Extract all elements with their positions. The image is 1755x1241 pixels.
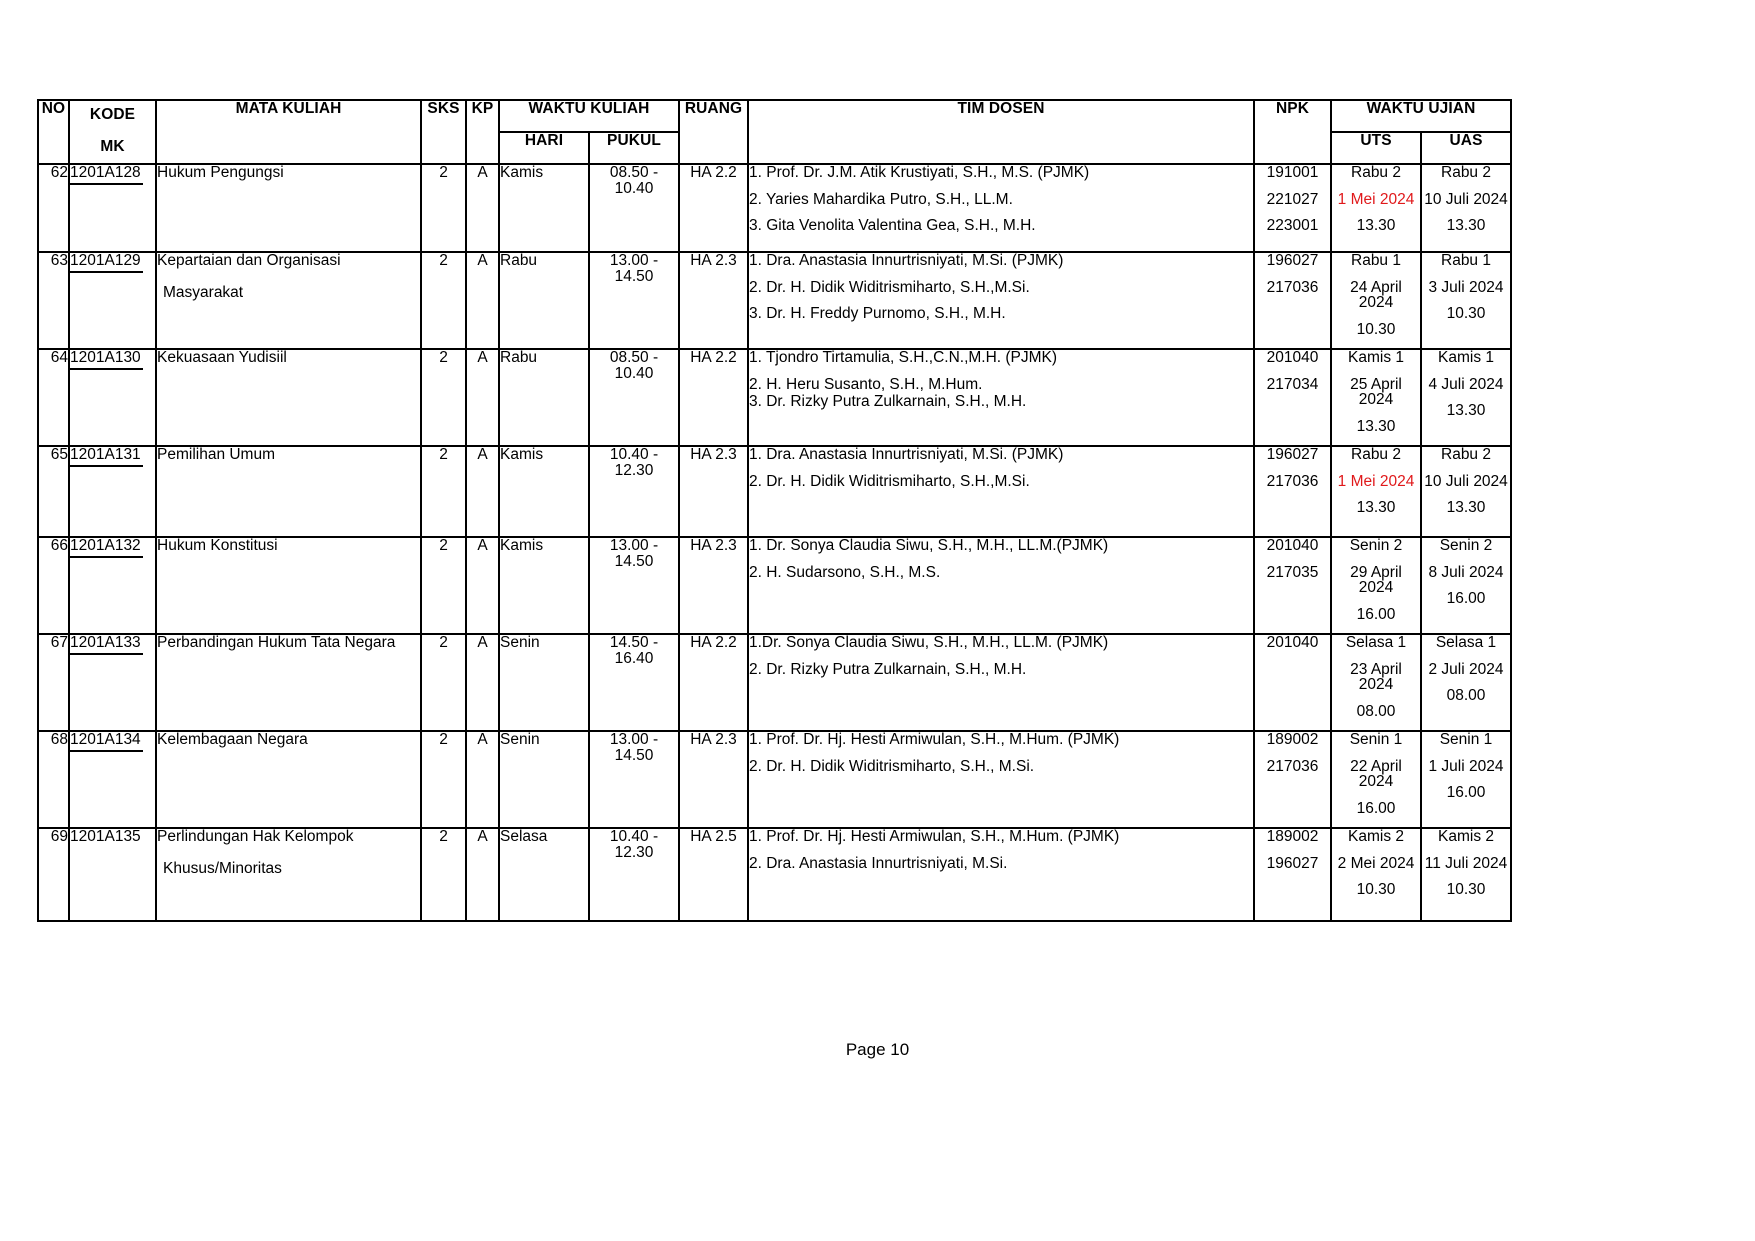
cell-pukul: 10.40 - 12.30 [589, 446, 679, 537]
cell-uas [1421, 349, 1511, 446]
lecturer-line: 1. Tjondro Tirtamulia, S.H.,C.N.,M.H. (PJMK) [749, 349, 1058, 366]
cell-hari: Kamis [499, 537, 589, 634]
lecturer-line: 1. Prof. Dr. Hj. Hesti Armiwulan, S.H., M.Hum. (PJMK) [749, 731, 1120, 748]
npk-value: 196027 [1266, 854, 1319, 872]
cell-tim-dosen [748, 252, 1254, 349]
cell-tim-dosen [748, 537, 1254, 634]
course-name-line1: Perlindungan Hak Kelompok [157, 828, 354, 845]
cell-ruang: HA 2.2 [679, 164, 748, 252]
cell-kode-mk [69, 446, 156, 537]
npk-value: 189002 [1266, 731, 1319, 748]
cell-kode-mk [69, 828, 156, 921]
course-code: 1201A128 [70, 165, 143, 185]
npk-value [1255, 403, 1330, 414]
cell-hari: Senin [499, 731, 589, 828]
cell-uas [1421, 634, 1511, 731]
uts-line: 23 April 2024 [1350, 660, 1402, 693]
uts-line: Senin 1 [1349, 731, 1403, 748]
table-row [38, 731, 1511, 828]
cell-sks: 2 [421, 537, 466, 634]
course-code: 1201A134 [70, 732, 143, 752]
cell-pukul: 14.50 - 16.40 [589, 634, 679, 731]
cell-npk [1254, 537, 1331, 634]
header-hari: HARI [499, 132, 589, 164]
lecturer-line: 2. H. Heru Susanto, S.H., M.Hum. [749, 375, 983, 393]
cell-uts [1331, 731, 1421, 828]
cell-kp: A [466, 349, 499, 446]
uts-line: 08.00 [1356, 702, 1396, 720]
cell-npk [1254, 164, 1331, 252]
cell-tim-dosen [748, 349, 1254, 446]
uas-line: 13.30 [1446, 217, 1486, 234]
cell-uas [1421, 537, 1511, 634]
uas-line: 1 Juli 2024 [1428, 757, 1504, 775]
cell-kp: A [466, 446, 499, 537]
course-name-line1: Pemilihan Umum [157, 446, 276, 463]
npk-value: 217035 [1266, 563, 1319, 581]
npk-value: 196027 [1266, 252, 1319, 269]
npk-value: 217036 [1266, 757, 1319, 775]
cell-npk [1254, 828, 1331, 921]
cell-hari: Rabu [499, 252, 589, 349]
cell-no: 68 [38, 731, 69, 828]
uts-line: 10.30 [1356, 881, 1396, 898]
header-uts: UTS [1331, 132, 1421, 164]
cell-kp: A [466, 634, 499, 731]
cell-pukul: 13.00 - 14.50 [589, 731, 679, 828]
lecturer-line: 2. Dr. Rizky Putra Zulkarnain, S.H., M.H. [749, 660, 1027, 678]
cell-hari: Kamis [499, 446, 589, 537]
cell-uts [1331, 537, 1421, 634]
table-row [38, 537, 1511, 634]
lecturer-line: 3. Dr. H. Freddy Purnomo, S.H., M.H. [749, 305, 1006, 322]
lecturer-line: 2. Dr. H. Didik Widitrismiharto, S.H., M.Si. [749, 757, 1035, 775]
cell-ruang: HA 2.3 [679, 252, 748, 349]
npk-value: 201040 [1266, 634, 1319, 651]
npk-value [1255, 306, 1330, 317]
table-row [38, 164, 1511, 252]
cell-npk [1254, 634, 1331, 731]
header-kp: KP [466, 100, 499, 164]
cell-kode-mk [69, 634, 156, 731]
lecturer-line: 1. Dr. Sonya Claudia Siwu, S.H., M.H., LL.M.(PJMK) [749, 537, 1109, 554]
header-row-primary [38, 100, 1511, 132]
uts-line: Rabu 2 [1351, 446, 1401, 463]
npk-value: 196027 [1266, 446, 1319, 463]
uas-line: 3 Juli 2024 [1428, 278, 1504, 296]
course-name-line1: Hukum Konstitusi [157, 537, 278, 554]
uas-line: Senin 1 [1439, 731, 1493, 748]
cell-ruang: HA 2.3 [679, 731, 748, 828]
lecturer-line: 1. Dra. Anastasia Innurtrisniyati, M.Si. (PJMK) [749, 446, 1064, 463]
cell-ruang: HA 2.5 [679, 828, 748, 921]
course-name-line1: Kelembagaan Negara [157, 731, 308, 748]
cell-uts [1331, 349, 1421, 446]
uas-line: Kamis 1 [1438, 349, 1494, 366]
uts-line: 10.30 [1356, 320, 1396, 338]
cell-tim-dosen [748, 446, 1254, 537]
lecturer-line: 3. Dr. Rizky Putra Zulkarnain, S.H., M.H. [749, 393, 1027, 410]
table-row [38, 252, 1511, 349]
uas-line: 16.00 [1446, 784, 1486, 801]
header-waktu-ujian: WAKTU UJIAN [1331, 100, 1511, 132]
cell-no: 63 [38, 252, 69, 349]
cell-npk [1254, 252, 1331, 349]
header-waktu-kuliah: WAKTU KULIAH [499, 100, 679, 132]
lecturer-line: 2. Dr. H. Didik Widitrismiharto, S.H.,M.Si. [749, 278, 1030, 296]
course-schedule-table [37, 99, 1512, 922]
lecturer-line: 1. Prof. Dr. Hj. Hesti Armiwulan, S.H., M.Hum. (PJMK) [749, 828, 1120, 845]
cell-hari: Senin [499, 634, 589, 731]
uts-line: Kamis 1 [1348, 349, 1404, 366]
uas-line: 2 Juli 2024 [1428, 660, 1504, 678]
course-name-line2: Khusus/Minoritas [163, 859, 282, 877]
uts-line: 29 April 2024 [1350, 563, 1402, 596]
cell-sks: 2 [421, 446, 466, 537]
uas-line: Rabu 1 [1441, 252, 1491, 269]
uas-line: Rabu 2 [1441, 446, 1491, 463]
cell-uas [1421, 731, 1511, 828]
uas-line: 13.30 [1446, 402, 1486, 419]
cell-no: 69 [38, 828, 69, 921]
table-header [38, 100, 1511, 164]
cell-kode-mk [69, 731, 156, 828]
course-name-line1: Hukum Pengungsi [157, 164, 284, 181]
npk-value: 189002 [1266, 828, 1319, 845]
uts-line: 16.00 [1356, 605, 1396, 623]
uts-line: Selasa 1 [1345, 634, 1407, 651]
cell-uts [1331, 164, 1421, 252]
uas-line: Senin 2 [1439, 537, 1493, 554]
cell-uas [1421, 828, 1511, 921]
uts-line: 16.00 [1356, 799, 1396, 817]
uas-line: 10 Juli 2024 [1424, 472, 1508, 490]
cell-uts [1331, 252, 1421, 349]
cell-uas [1421, 446, 1511, 537]
cell-pukul: 10.40 - 12.30 [589, 828, 679, 921]
course-name-line2: Masyarakat [163, 283, 244, 301]
course-name-line1: Kepartaian dan Organisasi [157, 252, 341, 269]
course-code: 1201A135 [70, 828, 141, 845]
cell-pukul: 08.50 - 10.40 [589, 164, 679, 252]
uas-line: Selasa 1 [1435, 634, 1497, 651]
header-kode-mk [69, 100, 156, 164]
lecturer-line: 1. Prof. Dr. J.M. Atik Krustiyati, S.H., M.S. (PJMK) [749, 164, 1090, 181]
cell-kode-mk [69, 164, 156, 252]
uas-line: 10 Juli 2024 [1424, 190, 1508, 208]
cell-sks: 2 [421, 349, 466, 446]
cell-uas [1421, 164, 1511, 252]
lecturer-line: 2. Dr. H. Didik Widitrismiharto, S.H.,M.Si. [749, 472, 1030, 490]
cell-kp: A [466, 164, 499, 252]
header-kode-line2: MK [100, 137, 125, 155]
table-row [38, 828, 1511, 921]
uas-line: Rabu 2 [1441, 164, 1491, 181]
cell-mata-kuliah [156, 828, 421, 921]
uts-line: 2 Mei 2024 [1337, 854, 1415, 872]
lecturer-line: 3. Gita Venolita Valentina Gea, S.H., M.H. [749, 217, 1036, 234]
cell-kode-mk [69, 537, 156, 634]
cell-pukul: 13.00 - 14.50 [589, 252, 679, 349]
uas-line: 11 Juli 2024 [1424, 854, 1508, 872]
course-name-line1: Perbandingan Hukum Tata Negara [157, 634, 396, 651]
cell-kp: A [466, 828, 499, 921]
cell-no: 62 [38, 164, 69, 252]
cell-ruang: HA 2.2 [679, 634, 748, 731]
header-npk: NPK [1254, 100, 1331, 164]
cell-ruang: HA 2.2 [679, 349, 748, 446]
header-sks: SKS [421, 100, 466, 164]
uts-line: Kamis 2 [1348, 828, 1404, 845]
npk-value: 217036 [1266, 472, 1319, 490]
cell-kp: A [466, 731, 499, 828]
uts-line: 13.30 [1356, 217, 1396, 234]
uts-line: 25 April 2024 [1350, 375, 1402, 408]
uas-line: 16.00 [1446, 590, 1486, 607]
cell-hari: Selasa [499, 828, 589, 921]
cell-no: 66 [38, 537, 69, 634]
page-footer: Page 10 [845, 1040, 910, 1059]
cell-mata-kuliah [156, 537, 421, 634]
course-name-line1: Kekuasaan Yudisiil [157, 349, 287, 366]
cell-uas [1421, 252, 1511, 349]
npk-value: 223001 [1266, 217, 1319, 234]
cell-npk [1254, 731, 1331, 828]
uas-line: 10.30 [1446, 881, 1486, 898]
cell-tim-dosen [748, 731, 1254, 828]
lecturer-line: 2. H. Sudarsono, S.H., M.S. [749, 563, 941, 581]
npk-value: 217036 [1266, 278, 1319, 296]
header-no: NO [38, 100, 69, 164]
cell-tim-dosen [748, 828, 1254, 921]
header-mata-kuliah: MATA KULIAH [156, 100, 421, 164]
cell-npk [1254, 446, 1331, 537]
cell-no: 64 [38, 349, 69, 446]
uas-line: 10.30 [1446, 305, 1486, 322]
cell-kode-mk [69, 252, 156, 349]
uts-line: 24 April 2024 [1350, 278, 1402, 311]
cell-mata-kuliah [156, 446, 421, 537]
course-code: 1201A132 [70, 538, 143, 558]
lecturer-line: 1. Dra. Anastasia Innurtrisniyati, M.Si. (PJMK) [749, 252, 1064, 269]
header-kode-line1: KODE [89, 106, 136, 123]
uts-line: 13.30 [1356, 417, 1396, 435]
cell-sks: 2 [421, 828, 466, 921]
cell-sks: 2 [421, 731, 466, 828]
cell-uts [1331, 446, 1421, 537]
header-pukul: PUKUL [589, 132, 679, 164]
header-tim-dosen: TIM DOSEN [748, 100, 1254, 164]
uts-line: Rabu 1 [1351, 252, 1401, 269]
cell-no: 65 [38, 446, 69, 537]
cell-hari: Rabu [499, 349, 589, 446]
uas-line: 4 Juli 2024 [1428, 375, 1504, 393]
npk-value: 201040 [1266, 349, 1319, 366]
course-code: 1201A129 [70, 253, 143, 273]
cell-kode-mk [69, 349, 156, 446]
lecturer-line: 2. Yaries Mahardika Putro, S.H., LL.M. [749, 190, 1013, 208]
npk-value: 221027 [1266, 190, 1319, 208]
uts-line: 1 Mei 2024 [1337, 472, 1415, 490]
course-code: 1201A130 [70, 350, 143, 370]
lecturer-line: 1.Dr. Sonya Claudia Siwu, S.H., M.H., LL.M. (PJMK) [749, 634, 1109, 651]
cell-tim-dosen [748, 634, 1254, 731]
course-code: 1201A131 [70, 447, 143, 467]
cell-sks: 2 [421, 164, 466, 252]
cell-mata-kuliah [156, 731, 421, 828]
uts-line: 1 Mei 2024 [1337, 190, 1415, 208]
table-row [38, 349, 1511, 446]
cell-ruang: HA 2.3 [679, 446, 748, 537]
uts-line: 22 April 2024 [1350, 757, 1402, 790]
uas-line: 13.30 [1446, 499, 1486, 516]
cell-mata-kuliah [156, 164, 421, 252]
course-code: 1201A133 [70, 635, 143, 655]
uas-line: Kamis 2 [1438, 828, 1494, 845]
cell-pukul: 13.00 - 14.50 [589, 537, 679, 634]
cell-uts [1331, 828, 1421, 921]
cell-ruang: HA 2.3 [679, 537, 748, 634]
uts-line: Senin 2 [1349, 537, 1403, 554]
cell-kp: A [466, 537, 499, 634]
table-row [38, 446, 1511, 537]
npk-value: 201040 [1266, 537, 1319, 554]
cell-mata-kuliah [156, 252, 421, 349]
cell-uts [1331, 634, 1421, 731]
header-ruang: RUANG [679, 100, 748, 164]
table-row [38, 634, 1511, 731]
cell-mata-kuliah [156, 349, 421, 446]
cell-sks: 2 [421, 634, 466, 731]
lecturer-line: 2. Dra. Anastasia Innurtrisniyati, M.Si. [749, 854, 1008, 872]
cell-mata-kuliah [156, 634, 421, 731]
npk-value: 191001 [1266, 164, 1319, 181]
npk-value: 217034 [1266, 375, 1319, 393]
cell-tim-dosen [748, 164, 1254, 252]
uas-line: 8 Juli 2024 [1428, 563, 1504, 581]
cell-pukul: 08.50 - 10.40 [589, 349, 679, 446]
cell-npk [1254, 349, 1331, 446]
cell-sks: 2 [421, 252, 466, 349]
cell-no: 67 [38, 634, 69, 731]
table-body [38, 164, 1511, 921]
cell-hari: Kamis [499, 164, 589, 252]
header-uas: UAS [1421, 132, 1511, 164]
uts-line: 13.30 [1356, 499, 1396, 516]
cell-kp: A [466, 252, 499, 349]
uts-line: Rabu 2 [1351, 164, 1401, 181]
uas-line: 08.00 [1446, 687, 1486, 704]
